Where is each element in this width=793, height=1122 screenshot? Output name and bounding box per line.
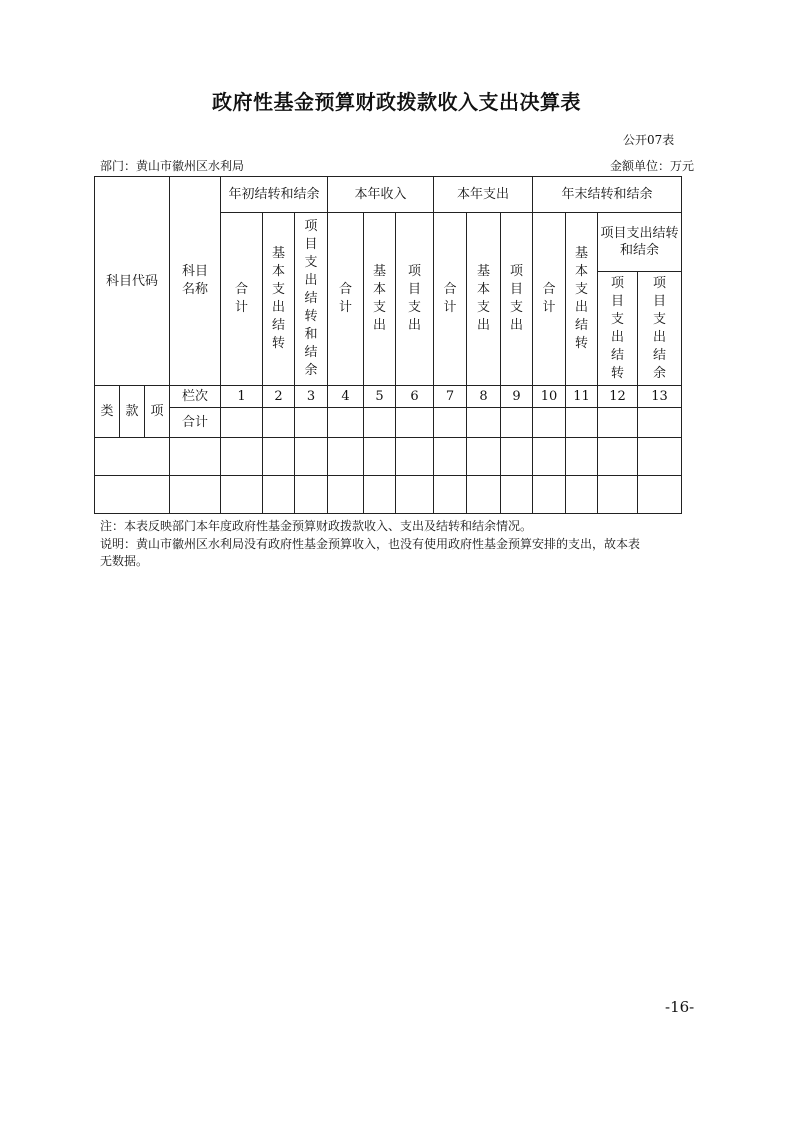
start-basic-carry-text: 基本支出结转 [271,246,285,351]
column-number: 5 [364,386,396,408]
end-total-text: 合计 [542,282,556,315]
table-row [95,476,682,514]
department-label: 部门：黄山市徽州区水利局 [100,159,245,173]
table-cell [434,408,467,438]
expense-basic-text: 基本支出 [476,264,490,333]
table-cell [566,408,598,438]
column-number: 9 [501,386,533,408]
end-project-surplus-header [638,272,682,386]
table-cell [221,476,263,514]
table-cell [396,438,434,476]
end-project-carry-header [598,272,638,386]
table-cell [598,438,638,476]
end-total-header [533,213,566,386]
group-income-header: 本年收入 [328,177,434,213]
table-cell [170,438,221,476]
table-cell [95,438,170,476]
end-project-carry-text: 项目支出结转 [610,275,624,381]
table-cell [295,408,328,438]
column-number: 1 [221,386,263,408]
group-start-header: 年初结转和结余 [221,177,328,213]
table-cell [328,476,364,514]
xiang-header: 项 [145,386,170,438]
table-cell [295,476,328,514]
budget-table [94,176,682,514]
table-cell [638,438,682,476]
table-cell [396,408,434,438]
column-order-label: 栏次 [170,386,221,408]
table-cell [263,438,295,476]
table-row [95,438,682,476]
table-cell [467,408,501,438]
group-end-header: 年末结转和结余 [533,177,682,213]
table-cell [328,438,364,476]
subject-name-header [170,177,221,386]
table-cell [467,476,501,514]
end-basic-carry-text: 基本支出结转 [574,246,588,351]
table-cell [328,408,364,438]
table-cell [396,476,434,514]
table-cell [95,476,170,514]
table-cell [533,438,566,476]
table-cell [221,438,263,476]
expense-total-text: 合计 [443,282,457,315]
column-number: 8 [467,386,501,408]
income-project-header [396,213,434,386]
explanation-line-1: 说明：黄山市徽州区水利局没有政府性基金预算收入，也没有使用政府性基金预算安排的支出，故本表 [100,537,641,551]
start-project-carry-surplus-header [295,213,328,386]
subject-name-text: 科目名称 [181,264,208,297]
column-number: 2 [263,386,295,408]
start-total-header [221,213,263,386]
table-cell [638,408,682,438]
table-cell [364,408,396,438]
column-number: 13 [638,386,682,408]
expense-total-header [434,213,467,386]
table-cell [566,438,598,476]
end-project-carry-surplus-header: 项目支出结转和结余 [598,213,682,272]
amount-unit-label: 金额单位：万元 [610,159,695,173]
table-cell [533,408,566,438]
table-cell [501,438,533,476]
lei-header: 类 [95,386,120,438]
table-cell [533,476,566,514]
column-number: 3 [295,386,328,408]
table-cell [170,476,221,514]
column-number: 4 [328,386,364,408]
income-basic-header [364,213,396,386]
column-number: 11 [566,386,598,408]
expense-project-text: 项目支出 [509,264,523,333]
table-cell [566,476,598,514]
end-basic-carry-header [566,213,598,386]
table-cell [434,476,467,514]
end-project-surplus-text: 项目支出结余 [652,275,666,381]
start-project-carry-surplus-text: 项目支出结转和结余 [304,219,318,378]
subject-code-header: 科目代码 [95,177,170,386]
page-number: -16- [665,998,695,1016]
table-cell [501,408,533,438]
table-cell [598,408,638,438]
group-expense-header: 本年支出 [434,177,533,213]
start-basic-carry-header [263,213,295,386]
table-cell [638,476,682,514]
form-number: 公开07表 [623,133,675,147]
footnote: 注：本表反映部门本年度政府性基金预算财政拨款收入、支出及结转和结余情况。 [100,519,533,533]
table-cell [295,438,328,476]
table-cell [467,438,501,476]
start-total-text: 合计 [234,282,248,315]
table-cell [598,476,638,514]
income-basic-text: 基本支出 [372,264,386,333]
expense-basic-header [467,213,501,386]
kuan-header: 款 [120,386,145,438]
income-total-text: 合计 [338,282,352,315]
expense-project-header [501,213,533,386]
column-number: 7 [434,386,467,408]
page-title: 政府性基金预算财政拨款收入支出决算表 [212,90,581,114]
income-project-text: 项目支出 [407,264,421,333]
table-cell [263,408,295,438]
column-number: 6 [396,386,434,408]
explanation-line-2: 无数据。 [100,554,149,568]
total-row-label: 合计 [170,408,221,438]
table-cell [221,408,263,438]
column-number: 12 [598,386,638,408]
table-cell [263,476,295,514]
column-number: 10 [533,386,566,408]
table-cell [364,438,396,476]
table-cell [364,476,396,514]
income-total-header [328,213,364,386]
table-cell [501,476,533,514]
table-cell [434,438,467,476]
